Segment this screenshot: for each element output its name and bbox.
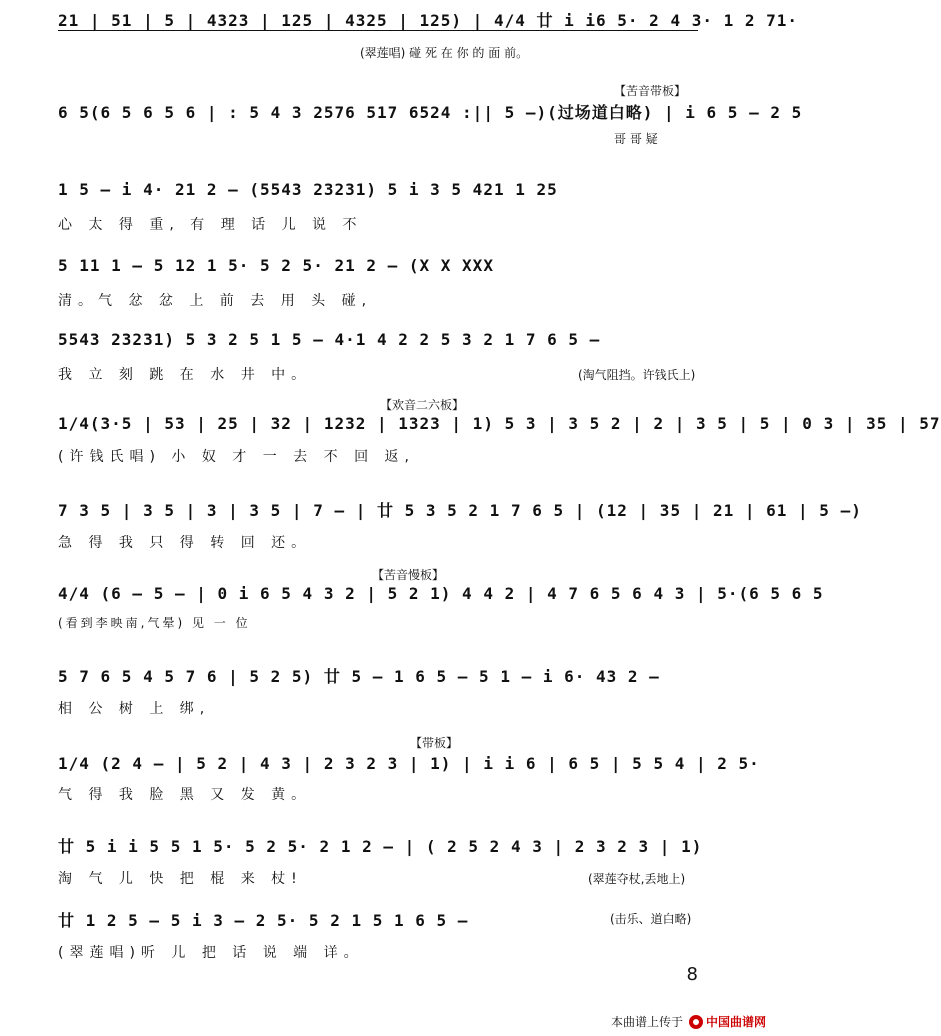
stage-direction: (翠莲夺杖,丢地上) bbox=[588, 872, 686, 886]
lyrics-line: 气 得 我 脸 黑 又 发 黄。 bbox=[58, 787, 312, 803]
site-logo[interactable] bbox=[689, 1013, 766, 1030]
score-system-11 bbox=[0, 826, 774, 900]
notation-line: 1/4(3·5 | 53 | 25 | 32 | 1232 | 1323 | 1) 5 3 | 3 5 2 | 2 | 3 5 | 5 | 0 3 | 35 | 57 bbox=[58, 414, 941, 433]
lyrics-line: 我 立 刻 跳 在 水 井 中。 bbox=[58, 367, 312, 383]
score-system-7 bbox=[0, 490, 862, 564]
section-heading: 【苦音带板】 bbox=[614, 84, 687, 98]
score-system-1 bbox=[0, 0, 799, 74]
lyrics-line: (许钱氏唱) 小 奴 才 一 去 不 回 返, bbox=[58, 449, 415, 465]
lyrics-line: 心 太 得 重, 有 理 话 儿 说 不 bbox=[58, 217, 363, 233]
lyrics-line: 相 公 树 上 绑, bbox=[58, 701, 211, 717]
notation-line: 廿 1 2 5 – 5 i 3 – 2 5· 5 2 1 5 1 6 5 – bbox=[58, 911, 469, 930]
lyrics-line: (翠莲唱)听 儿 把 话 说 端 详。 bbox=[58, 945, 364, 961]
notation-line: 5 11 1 – 5 12 1 5· 5 2 5· 21 2 – (X X XXX bbox=[58, 256, 494, 275]
lyrics-line: 清。气 忿 忿 上 前 去 用 头 碰, bbox=[58, 293, 373, 309]
section-heading: 【带板】 bbox=[410, 736, 459, 750]
score-system-8 bbox=[0, 566, 824, 640]
score-system-12 bbox=[0, 900, 774, 974]
lyrics-line: 急 得 我 只 得 转 回 还。 bbox=[58, 535, 312, 551]
lyrics-line: (翠莲唱) 碰 死 在 你 的 面 前。 bbox=[360, 46, 529, 60]
logo-text: 中国曲谱网 bbox=[705, 1015, 766, 1029]
page-number: 8 bbox=[686, 964, 698, 985]
notation-line: 7 3 5 | 3 5 | 3 | 3 5 | 7 – | 廿 5 3 5 2 1 7 6 5 | (12 | 35 | 21 | 61 | 5 –) bbox=[58, 501, 862, 520]
underline bbox=[58, 30, 698, 31]
notation-line: 5543 23231) 5 3 2 5 1 5 – 4·1 4 2 2 5 3 2 1 7 6 5 – bbox=[58, 330, 601, 349]
notation-line: 1/4 (2 4 – | 5 2 | 4 3 | 2 3 2 3 | 1) | i i 6 | 6 5 | 5 5 4 | 2 5· bbox=[58, 754, 760, 773]
footer-text: 本曲谱上传于 bbox=[610, 1015, 683, 1029]
lyrics-line: 淘 气 儿 快 把 棍 来 杖! bbox=[58, 871, 303, 887]
notation-line: 1 5 – i 4· 21 2 – (5543 23231) 5 i 3 5 421 1 25 bbox=[58, 180, 558, 199]
score-system-2 bbox=[0, 78, 803, 152]
stage-direction: (淘气阻挡。许钱氏上) bbox=[578, 368, 696, 382]
notation-line: 21 | 51 | 5 | 4323 | 125 | 4325 | 125) | 4/4 廿 i i6 5· 2 4 3· 1 2 71· bbox=[58, 11, 799, 30]
lyrics-line: 哥 哥 疑 bbox=[614, 132, 658, 146]
section-heading: 【苦音慢板】 bbox=[372, 568, 445, 582]
score-system-5 bbox=[0, 322, 774, 396]
score-system-4 bbox=[0, 248, 774, 322]
notation-line: 6 5(6 5 6 5 6 | : 5 4 3 2576 517 6524 :|| 5 –)(过场道白略) | i 6 5 – 2 5 bbox=[58, 103, 803, 122]
score-system-3 bbox=[0, 172, 774, 246]
notation-line: 廿 5 i i 5 5 1 5· 5 2 5· 2 1 2 – | ( 2 5 2 4 3 | 2 3 2 3 | 1) bbox=[58, 837, 703, 856]
lyrics-line: (看到李映南,气晕) 见 一 位 bbox=[58, 616, 251, 630]
footer bbox=[611, 1013, 766, 1030]
score-system-10 bbox=[0, 734, 774, 808]
section-heading: 【欢音二六板】 bbox=[380, 398, 465, 412]
notation-line: 5 7 6 5 4 5 7 6 | 5 2 5) 廿 5 – 1 6 5 – 5 1 – i 6· 43 2 – bbox=[58, 667, 660, 686]
score-system-6 bbox=[0, 398, 941, 472]
logo-icon bbox=[689, 1015, 703, 1029]
stage-direction: (击乐、道白略) bbox=[610, 912, 692, 926]
score-system-9 bbox=[0, 656, 774, 730]
notation-line: 4/4 (6 – 5 – | 0 i 6 5 4 3 2 | 5 2 1) 4 4 2 | 4 7 6 5 6 4 3 | 5·(6 5 6 5 bbox=[58, 584, 824, 603]
